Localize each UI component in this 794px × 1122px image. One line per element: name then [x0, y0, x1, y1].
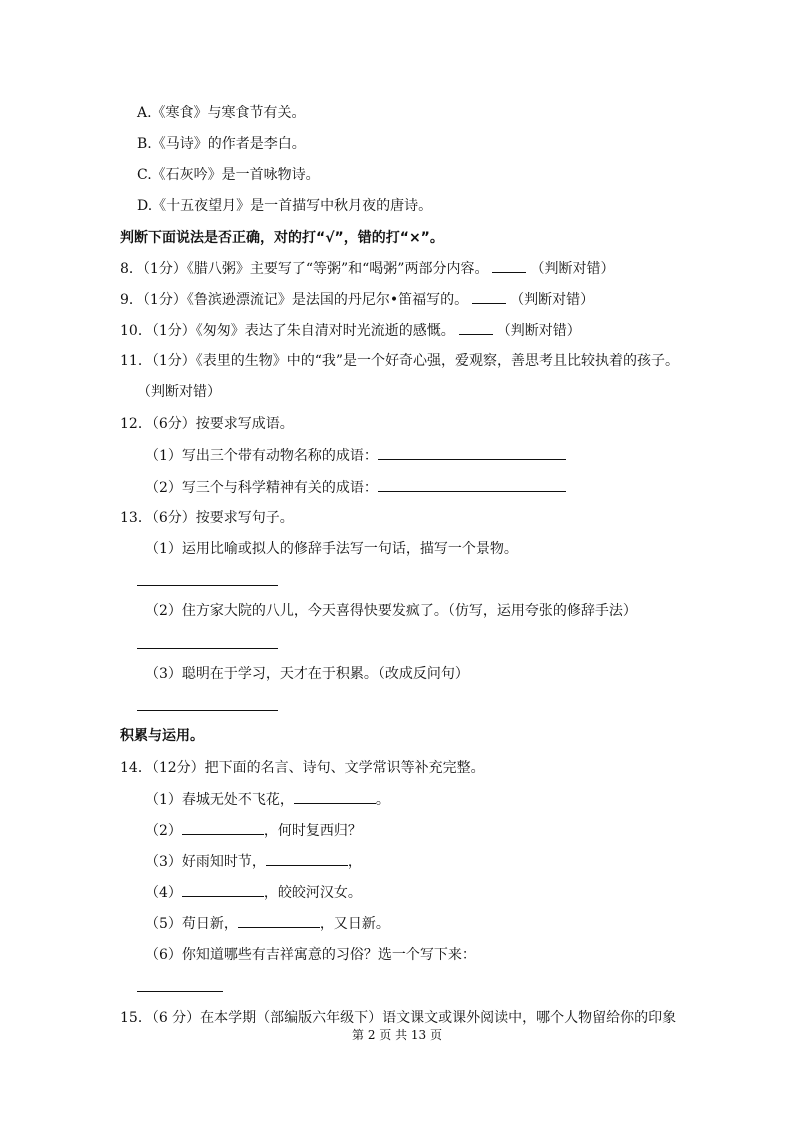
question-14-sub1-tail: 。	[375, 792, 390, 808]
question-9-tail: （判断对错）	[510, 292, 595, 308]
answer-blank[interactable]	[492, 258, 526, 273]
question-14-sub3	[145, 851, 362, 872]
question-14-sub5	[145, 913, 390, 934]
question-14-title: 14．（12分）把下面的名言、诗句、文学常识等补充完整。	[120, 760, 485, 776]
answer-blank[interactable]	[266, 851, 348, 866]
question-14-sub6: （6）你知道哪些有吉祥寓意的习俗？选一个写下来：	[145, 947, 476, 963]
answer-line[interactable]	[137, 710, 278, 711]
question-13-sub2: （2）住方家大院的八儿，今天喜得快要发疯了。（仿写，运用夸张的修辞手法）	[145, 603, 637, 619]
question-12-sub1-text: （1）写出三个带有动物名称的成语：	[145, 448, 378, 464]
answer-blank[interactable]	[472, 289, 506, 304]
question-14-sub4	[145, 882, 362, 903]
question-12-title: 12．（6分）按要求写成语。	[120, 416, 294, 432]
option-d: D.《十五夜望月》是一首描写中秋月夜的唐诗。	[137, 198, 433, 214]
answer-blank[interactable]	[238, 913, 320, 928]
question-14-sub1-text: （1）春城无处不飞花，	[145, 792, 294, 808]
question-11-tail: （判断对错）	[137, 384, 221, 400]
question-14-sub5-tail: ，又日新。	[319, 916, 390, 932]
page-footer: 第 2 页 共 13 页	[352, 1028, 442, 1042]
question-14-sub3-tail: ，	[347, 854, 362, 870]
question-13-sub1: （1）运用比喻或拟人的修辞手法写一句话，描写一个景物。	[145, 541, 518, 557]
question-14-sub5-text: （5）苟日新，	[145, 916, 238, 932]
question-10-text: 10．（1分）《匆匆》表达了朱自清对时光流逝的感慨。	[120, 323, 455, 339]
question-12-sub2	[145, 477, 566, 498]
question-8-text: 8．（1分）《腊八粥》主要写了“等粥”和“喝粥”两部分内容。	[120, 261, 489, 277]
question-14-sub2-tail: ，何时复西归？	[263, 823, 362, 839]
question-9-text: 9．（1分）《鲁滨逊漂流记》是法国的丹尼尔•笛福写的。	[120, 292, 469, 308]
answer-line[interactable]	[137, 648, 278, 649]
question-8-tail: （判断对错）	[530, 261, 615, 277]
question-8	[120, 258, 614, 279]
answer-blank[interactable]	[378, 445, 566, 460]
section-heading-judge: 判断下面说法是否正确，对的打“√”，错的打“×”。	[120, 230, 444, 246]
question-10-tail: （判断对错）	[496, 323, 581, 339]
question-14-sub1	[145, 789, 390, 810]
question-15-text: 15．（6 分）在本学期（部编版六年级下）语文课文或课外阅读中，哪个人物留给你的印象	[120, 1010, 677, 1026]
question-12-sub2-text: （2）写三个与科学精神有关的成语：	[145, 480, 378, 496]
section-heading-accumulation: 积累与运用。	[120, 728, 204, 744]
answer-blank[interactable]	[182, 820, 264, 835]
question-10	[120, 320, 581, 341]
answer-blank[interactable]	[294, 789, 376, 804]
question-9	[120, 289, 594, 310]
question-13-sub3: （3）聪明在于学习，天才在于积累。（改成反问句）	[145, 666, 469, 682]
question-12-sub1	[145, 445, 566, 466]
answer-blank[interactable]	[459, 320, 493, 335]
question-14-sub2-text: （2）	[145, 823, 182, 839]
answer-line[interactable]	[137, 585, 278, 586]
question-14-sub4-text: （4）	[145, 885, 182, 901]
question-14-sub2	[145, 820, 362, 841]
question-13-title: 13．（6分）按要求写句子。	[120, 510, 294, 526]
answer-blank[interactable]	[182, 882, 264, 897]
question-14-sub4-tail: ，皎皎河汉女。	[263, 885, 362, 901]
option-b: B.《马诗》的作者是李白。	[137, 136, 306, 152]
option-c: C.《石灰吟》是一首咏物诗。	[137, 167, 320, 183]
answer-line[interactable]	[137, 991, 223, 992]
option-a: A.《寒食》与寒食节有关。	[137, 105, 306, 121]
answer-blank[interactable]	[378, 477, 566, 492]
question-14-sub3-text: （3）好雨知时节，	[145, 854, 266, 870]
question-11-text: 11．（1分）《表里的生物》中的“我”是一个好奇心强，爱观察，善思考且比较执着的孩子。	[120, 353, 680, 369]
